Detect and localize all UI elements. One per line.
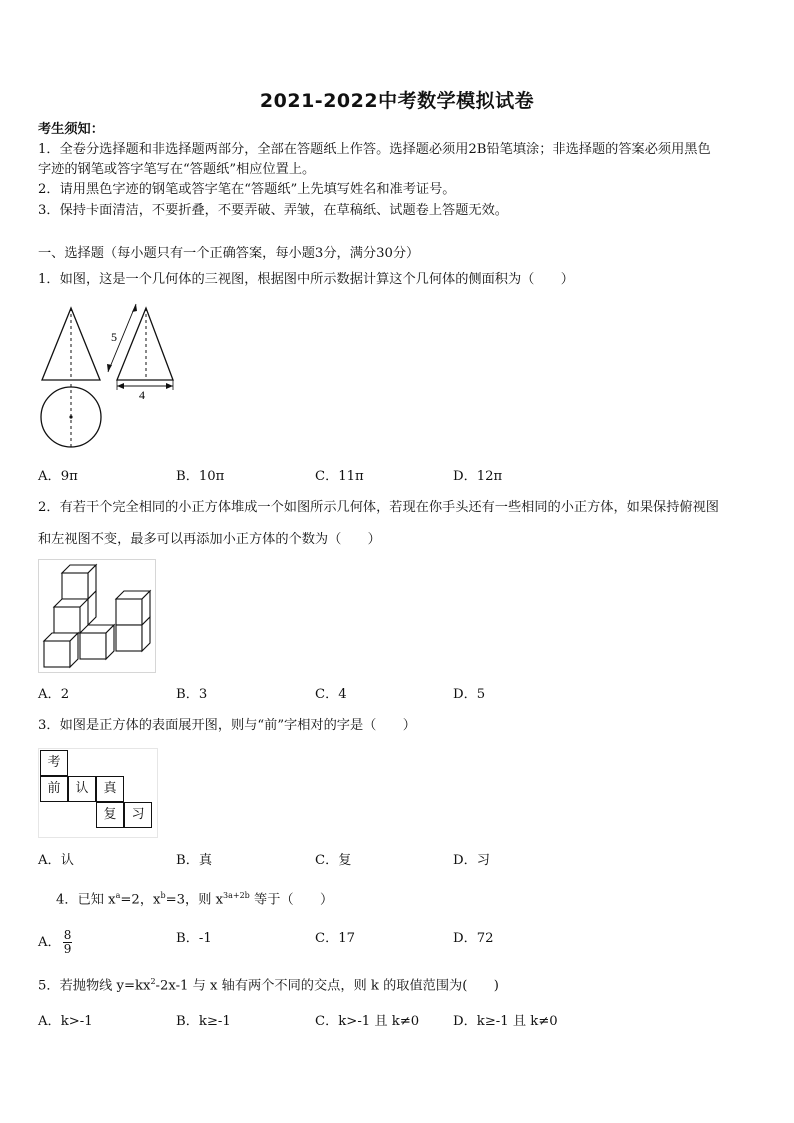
q1-option-b[interactable]: B．10π <box>176 469 225 484</box>
notice-heading: 考生须知： <box>38 122 104 137</box>
question-4-text: 4．已知 $x^a=2$，$x^b=3$，则 $x^{3a+2b}$ 等于（ ） <box>56 891 334 908</box>
q2-option-a[interactable]: A．2 <box>38 687 70 702</box>
arrow-head-icon <box>166 383 173 389</box>
arrow-head-icon <box>132 304 137 312</box>
net-cell-xi: 习 <box>124 802 152 828</box>
question-2-text-line-2: 和左视图不变，最多可以再添加小正方体的个数为（ ） <box>38 532 381 547</box>
net-cell-ren: 认 <box>68 776 96 802</box>
q4-option-d[interactable]: D．72 <box>453 931 494 946</box>
q5-option-a[interactable]: A．k>-1 <box>38 1014 93 1029</box>
q5-option-c[interactable]: C．k>-1 且 k≠0 <box>315 1014 420 1029</box>
notice-line-4: 3．保持卡面清洁，不要折叠，不要弄破、弄皱，在草稿纸、试题卷上答题无效。 <box>38 203 508 218</box>
arrow-head-icon <box>107 364 112 372</box>
net-cell-zhen: 真 <box>96 776 124 802</box>
q3-option-d[interactable]: D．习 <box>453 853 490 868</box>
notice-line-1: 1．全卷分选择题和非选择题两部分，全部在答题纸上作答。选择题必须用2B铅笔填涂；非选择题的答案必须用黑色 <box>38 142 711 157</box>
net-cell-fu: 复 <box>96 802 124 828</box>
three-view-figure <box>36 298 186 450</box>
cube-net-figure <box>38 748 158 838</box>
side-view-triangle <box>117 308 173 380</box>
question-3-text: 3．如图是正方体的表面展开图，则与“前”字相对的字是（ ） <box>38 718 416 733</box>
q4-option-a[interactable]: A． $\frac{8}{9}$ <box>38 928 72 956</box>
q3-option-b[interactable]: B．真 <box>176 853 213 868</box>
question-1-text: 1．如图，这是一个几何体的三视图，根据图中所示数据计算这个几何体的侧面积为（ ） <box>38 272 574 287</box>
section-heading: 一、选择题（每小题只有一个正确答案，每小题3分，满分30分） <box>38 246 420 261</box>
q5-option-b[interactable]: B．k≥-1 <box>176 1014 231 1029</box>
notice-line-2: 字迹的钢笔或答字笔写在“答题纸”相应位置上。 <box>38 162 316 177</box>
net-cell-qian: 前 <box>40 776 68 802</box>
net-cell-kao: 考 <box>40 750 68 776</box>
q2-option-b[interactable]: B．3 <box>176 687 208 702</box>
q1-option-c[interactable]: C．11π <box>315 469 364 484</box>
arrow-head-icon <box>117 383 124 389</box>
base-label: 4 <box>139 388 145 402</box>
q1-option-d[interactable]: D．12π <box>453 469 503 484</box>
q4-option-b[interactable]: B．-1 <box>176 931 212 946</box>
q3-option-c[interactable]: C．复 <box>315 853 352 868</box>
q5-option-d[interactable]: D．k≥-1 且 k≠0 <box>453 1014 558 1029</box>
q2-option-d[interactable]: D．5 <box>453 687 486 702</box>
q3-option-a[interactable]: A．认 <box>38 853 74 868</box>
slant-label: 5 <box>111 330 117 344</box>
notice-line-3: 2．请用黑色字迹的钢笔或答字笔在“答题纸”上先填写姓名和准考证号。 <box>38 182 456 197</box>
question-5-text: 5．若抛物线 $y=kx^2-2x-1$ 与 x 轴有两个不同的交点，则 k 的取值范围为( ) <box>38 977 499 994</box>
q1-option-a[interactable]: A．9π <box>38 469 78 484</box>
page-title: 2021-2022中考数学模拟试卷 <box>259 90 535 112</box>
q4-option-c[interactable]: C．17 <box>315 931 356 946</box>
q2-option-c[interactable]: C．4 <box>315 687 347 702</box>
circle-center <box>69 415 72 418</box>
question-2-text-line-1: 2．有若干个完全相同的小正方体堆成一个如图所示几何体，若现在你手头还有一些相同的小正方体，如果保持俯视图 <box>38 500 719 515</box>
cube-stack-figure <box>38 559 156 673</box>
